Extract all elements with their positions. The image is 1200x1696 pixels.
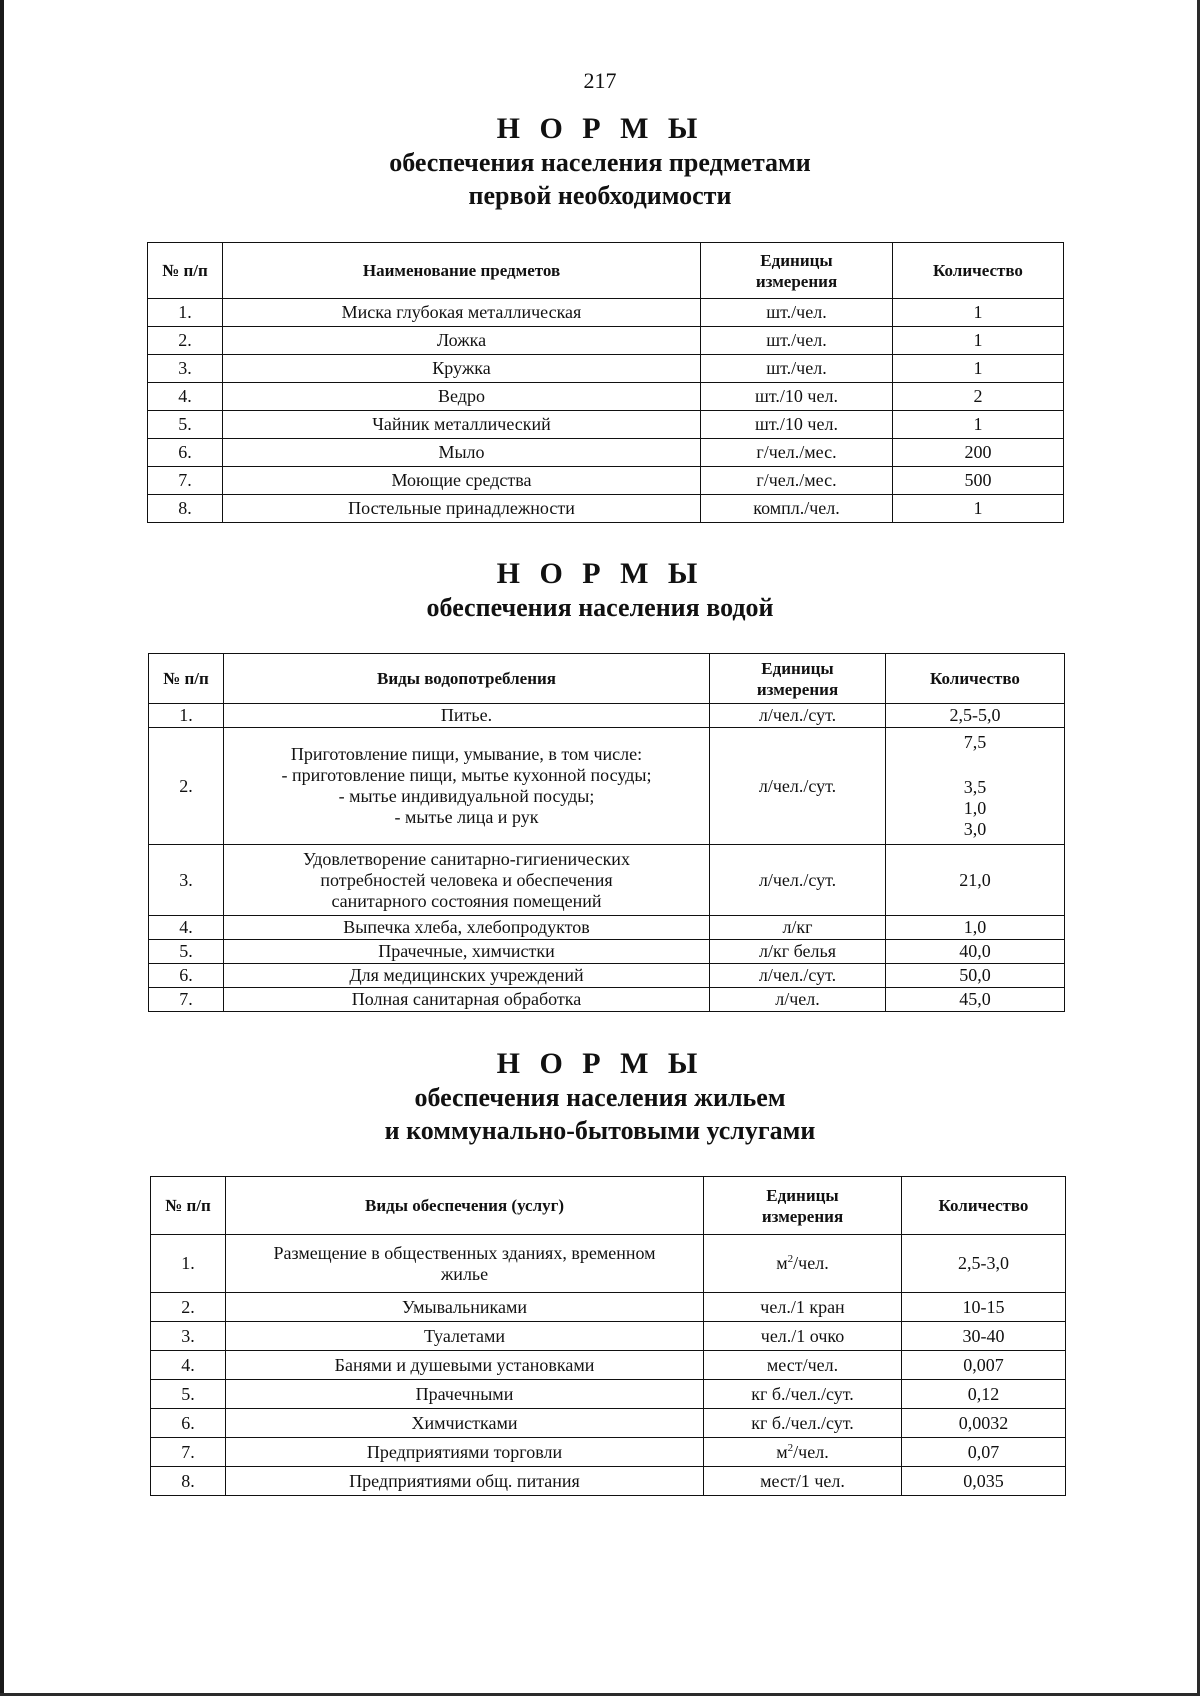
cell-name: Питье. (224, 704, 710, 728)
section1-subtitle-line2: первой необходимости (468, 181, 732, 210)
cell-name-line: жилье (440, 1263, 489, 1284)
table-header-row (149, 654, 1065, 704)
header-num: № п/п (151, 1177, 226, 1235)
cell-qty: 500 (893, 467, 1064, 495)
cell-unit: кг б./чел./сут. (704, 1409, 902, 1438)
header-unit (701, 243, 893, 299)
scan-edge-left (0, 0, 4, 1696)
cell-qty: 1 (893, 299, 1064, 327)
header-unit-line1: Единицы (761, 658, 834, 678)
cell-name-line: санитарного состояния помещений (331, 890, 602, 911)
table-row (151, 1438, 1066, 1467)
cell-name: Прачечными (226, 1380, 704, 1409)
section2-title: Н О Р М Ы (496, 557, 704, 590)
section2-heading (0, 557, 1200, 624)
section1-subtitle-line1: обеспечения населения предметами (389, 148, 811, 177)
cell-qty: 10-15 (902, 1293, 1066, 1322)
header-unit-line2: измерения (756, 679, 839, 699)
cell-qty-line: 3,0 (963, 819, 987, 839)
section1-title: Н О Р М Ы (496, 112, 704, 145)
table-row (151, 1293, 1066, 1322)
cell-num: 6. (151, 1409, 226, 1438)
cell-qty: 1,0 (886, 916, 1065, 940)
table-row (149, 964, 1065, 988)
cell-qty-line: 7,5 (963, 732, 987, 752)
cell-qty: 0,0032 (902, 1409, 1066, 1438)
header-unit-line1: Единицы (766, 1185, 839, 1205)
table-header-row (148, 243, 1064, 299)
cell-unit: л/кг (710, 916, 886, 940)
table-row (151, 1351, 1066, 1380)
unit-sup: 2 (787, 1253, 794, 1265)
table-row (149, 704, 1065, 728)
cell-name-line: Удовлетворение санитарно-гигиенических (303, 848, 630, 869)
water-table (148, 653, 1065, 1012)
header-unit-line1: Единицы (760, 250, 833, 270)
cell-num: 4. (151, 1351, 226, 1380)
cell-name: Полная санитарная обработка (224, 988, 710, 1012)
table-row (149, 916, 1065, 940)
cell-unit (704, 1438, 902, 1467)
cell-name: Для медицинских учреждений (224, 964, 710, 988)
table-row (148, 439, 1064, 467)
table-row (151, 1322, 1066, 1351)
cell-qty: 0,007 (902, 1351, 1066, 1380)
cell-num: 1. (151, 1235, 226, 1293)
cell-qty: 1 (893, 411, 1064, 439)
cell-num: 5. (151, 1380, 226, 1409)
cell-name: Химчистками (226, 1409, 704, 1438)
table-row (148, 355, 1064, 383)
cell-name: Чайник металлический (223, 411, 701, 439)
cell-name-line: - мытье индивидуальной посуды; (338, 786, 595, 806)
table-row (151, 1380, 1066, 1409)
header-unit (710, 654, 886, 704)
table-row (149, 988, 1065, 1012)
cell-qty: 0,035 (902, 1467, 1066, 1496)
cell-unit: шт./чел. (701, 355, 893, 383)
section2-subtitle-line1: обеспечения населения водой (426, 593, 774, 622)
cell-unit: л/чел./сут. (710, 964, 886, 988)
cell-qty-line: 3,5 (963, 777, 987, 797)
table-row (149, 845, 1065, 916)
cell-unit: л/чел./сут. (710, 845, 886, 916)
cell-unit: чел./1 кран (704, 1293, 902, 1322)
cell-name: Предприятиями торговли (226, 1438, 704, 1467)
header-num: № п/п (148, 243, 223, 299)
cell-unit: чел./1 очко (704, 1322, 902, 1351)
table-row (151, 1409, 1066, 1438)
cell-num: 2. (149, 728, 224, 845)
cell-qty: 30-40 (902, 1322, 1066, 1351)
cell-num: 4. (148, 383, 223, 411)
cell-qty (886, 728, 1065, 845)
cell-unit: л/чел./сут. (710, 704, 886, 728)
cell-qty: 2,5-3,0 (902, 1235, 1066, 1293)
cell-unit: мест/1 чел. (704, 1467, 902, 1496)
cell-unit: л/кг белья (710, 940, 886, 964)
unit-base: м (776, 1253, 788, 1273)
cell-num: 7. (149, 988, 224, 1012)
cell-unit: кг б./чел./сут. (704, 1380, 902, 1409)
cell-qty: 0,07 (902, 1438, 1066, 1467)
header-qty: Количество (902, 1177, 1066, 1235)
section3-heading (0, 1047, 1200, 1147)
cell-qty: 21,0 (886, 845, 1065, 916)
cell-name-line: - приготовление пищи, мытье кухонной посуды; (281, 765, 652, 785)
cell-name-line: Размещение в общественных зданиях, временном (273, 1242, 656, 1263)
cell-name: Предприятиями общ. питания (226, 1467, 704, 1496)
cell-num: 5. (149, 940, 224, 964)
cell-name: Банями и душевыми установками (226, 1351, 704, 1380)
cell-name: Моющие средства (223, 467, 701, 495)
unit-tail: /чел. (793, 1441, 829, 1462)
cell-qty: 40,0 (886, 940, 1065, 964)
header-name: Виды обеспечения (услуг) (226, 1177, 704, 1235)
cell-num: 7. (148, 467, 223, 495)
header-unit (704, 1177, 902, 1235)
cell-unit: л/чел. (710, 988, 886, 1012)
section3-subtitle-line1: обеспечения населения жильем (414, 1083, 786, 1112)
cell-qty: 2,5-5,0 (886, 704, 1065, 728)
cell-name (224, 845, 710, 916)
cell-qty: 50,0 (886, 964, 1065, 988)
cell-qty-line: 1,0 (963, 798, 987, 818)
table-row (148, 299, 1064, 327)
header-unit-line2: измерения (755, 271, 838, 291)
cell-num: 3. (149, 845, 224, 916)
cell-name: Мыло (223, 439, 701, 467)
table-row (149, 940, 1065, 964)
cell-qty: 45,0 (886, 988, 1065, 1012)
table-row (149, 728, 1065, 845)
cell-name: Туалетами (226, 1322, 704, 1351)
cell-name (224, 728, 710, 845)
cell-qty: 1 (893, 495, 1064, 523)
housing-table (150, 1176, 1066, 1496)
cell-unit: шт./чел. (701, 299, 893, 327)
cell-num: 6. (148, 439, 223, 467)
cell-num: 3. (151, 1322, 226, 1351)
unit-tail: /чел. (793, 1253, 829, 1273)
cell-unit: л/чел./сут. (710, 728, 886, 845)
cell-name: Ведро (223, 383, 701, 411)
table-header-row (151, 1177, 1066, 1235)
cell-unit: шт./10 чел. (701, 383, 893, 411)
header-num: № п/п (149, 654, 224, 704)
cell-num: 3. (148, 355, 223, 383)
table-row (148, 383, 1064, 411)
cell-unit: г/чел./мес. (701, 467, 893, 495)
cell-num: 1. (148, 299, 223, 327)
table-row (148, 327, 1064, 355)
header-unit-line2: измерения (761, 1206, 844, 1226)
cell-num: 2. (151, 1293, 226, 1322)
cell-unit: компл./чел. (701, 495, 893, 523)
supplies-table (147, 242, 1064, 523)
cell-num: 5. (148, 411, 223, 439)
cell-qty: 0,12 (902, 1380, 1066, 1409)
cell-qty: 1 (893, 355, 1064, 383)
unit-base: м (776, 1441, 788, 1462)
cell-num: 6. (149, 964, 224, 988)
cell-qty: 1 (893, 327, 1064, 355)
cell-name: Миска глубокая металлическая (223, 299, 701, 327)
cell-qty: 200 (893, 439, 1064, 467)
cell-unit: шт./чел. (701, 327, 893, 355)
cell-unit: г/чел./мес. (701, 439, 893, 467)
cell-name: Умывальниками (226, 1293, 704, 1322)
table-row (148, 411, 1064, 439)
cell-num: 4. (149, 916, 224, 940)
cell-name: Прачечные, химчистки (224, 940, 710, 964)
header-qty: Количество (886, 654, 1065, 704)
table-row (148, 467, 1064, 495)
cell-name: Выпечка хлеба, хлебопродуктов (224, 916, 710, 940)
cell-name-line: потребностей человека и обеспечения (320, 869, 613, 890)
cell-unit: мест/чел. (704, 1351, 902, 1380)
cell-unit (704, 1235, 902, 1293)
table-row (151, 1467, 1066, 1496)
header-name: Виды водопотребления (224, 654, 710, 704)
section3-subtitle-line2: и коммунально-бытовыми услугами (384, 1116, 816, 1145)
cell-name: Кружка (223, 355, 701, 383)
section1-heading (0, 112, 1200, 212)
table-row (148, 495, 1064, 523)
cell-name (226, 1235, 704, 1293)
cell-name-line: - мытье лица и рук (394, 807, 539, 827)
section3-title: Н О Р М Ы (496, 1047, 704, 1080)
cell-num: 1. (149, 704, 224, 728)
cell-num: 2. (148, 327, 223, 355)
cell-num: 8. (148, 495, 223, 523)
unit-sup: 2 (787, 1441, 794, 1454)
cell-num: 7. (151, 1438, 226, 1467)
header-qty: Количество (893, 243, 1064, 299)
table-row (151, 1235, 1066, 1293)
cell-num: 8. (151, 1467, 226, 1496)
header-name: Наименование предметов (223, 243, 701, 299)
cell-name: Ложка (223, 327, 701, 355)
page-number: 217 (583, 68, 617, 93)
cell-name: Постельные принадлежности (223, 495, 701, 523)
cell-name-line: Приготовление пищи, умывание, в том числе: (290, 744, 643, 764)
cell-qty: 2 (893, 383, 1064, 411)
cell-unit: шт./10 чел. (701, 411, 893, 439)
